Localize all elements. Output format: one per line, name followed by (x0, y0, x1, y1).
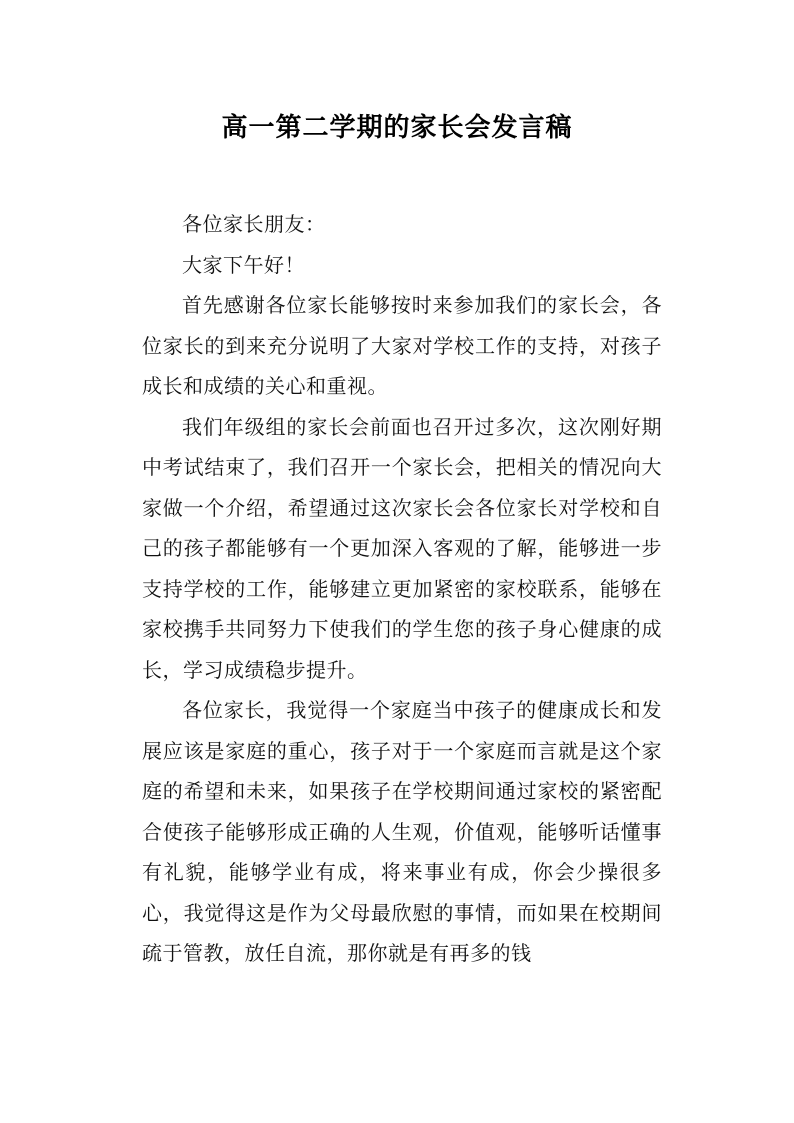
paragraph-purpose: 我们年级组的家长会前面也召开过多次，这次刚好期中考试结束了，我们召开一个家长会，把相关的情况向大家做一个介绍，希望通过这次家长会各位家长对学校和自己的孩子都能够有一个更加深入客观的了解，能够进一步支持学校的工作，能够建立更加紧密的家校联系，能够在家校携手共同努力下使我们的学生您的孩子身心健康的成长，学习成绩稳步提升。 (142, 414, 662, 682)
paragraph-thanks: 首先感谢各位家长能够按时来参加我们的家长会，各位家长的到来充分说明了大家对学校工作的支持，对孩子成长和成绩的关心和重视。 (142, 293, 662, 398)
document-body (142, 204, 662, 974)
paragraph-salutation: 大家下午好！ (182, 252, 305, 277)
document-title: 高一第二学期的家长会发言稿 (221, 113, 573, 143)
paragraph-family: 各位家长，我觉得一个家庭当中孩子的健康成长和发展应该是家庭的重心，孩子对于一个家庭而言就是这个家庭的希望和未来，如果孩子在学校期间通过家校的紧密配合使孩子能够形成正确的人生观，价值观，能够听话懂事有礼貌，能够学业有成，将来事业有成，你会少操很多心，我觉得这是作为父母最欣慰的事情，而如果在校期间疏于管教，放任自流，那你就是有再多的钱 (142, 698, 662, 965)
paragraph-greeting: 各位家长朋友： (182, 212, 326, 236)
